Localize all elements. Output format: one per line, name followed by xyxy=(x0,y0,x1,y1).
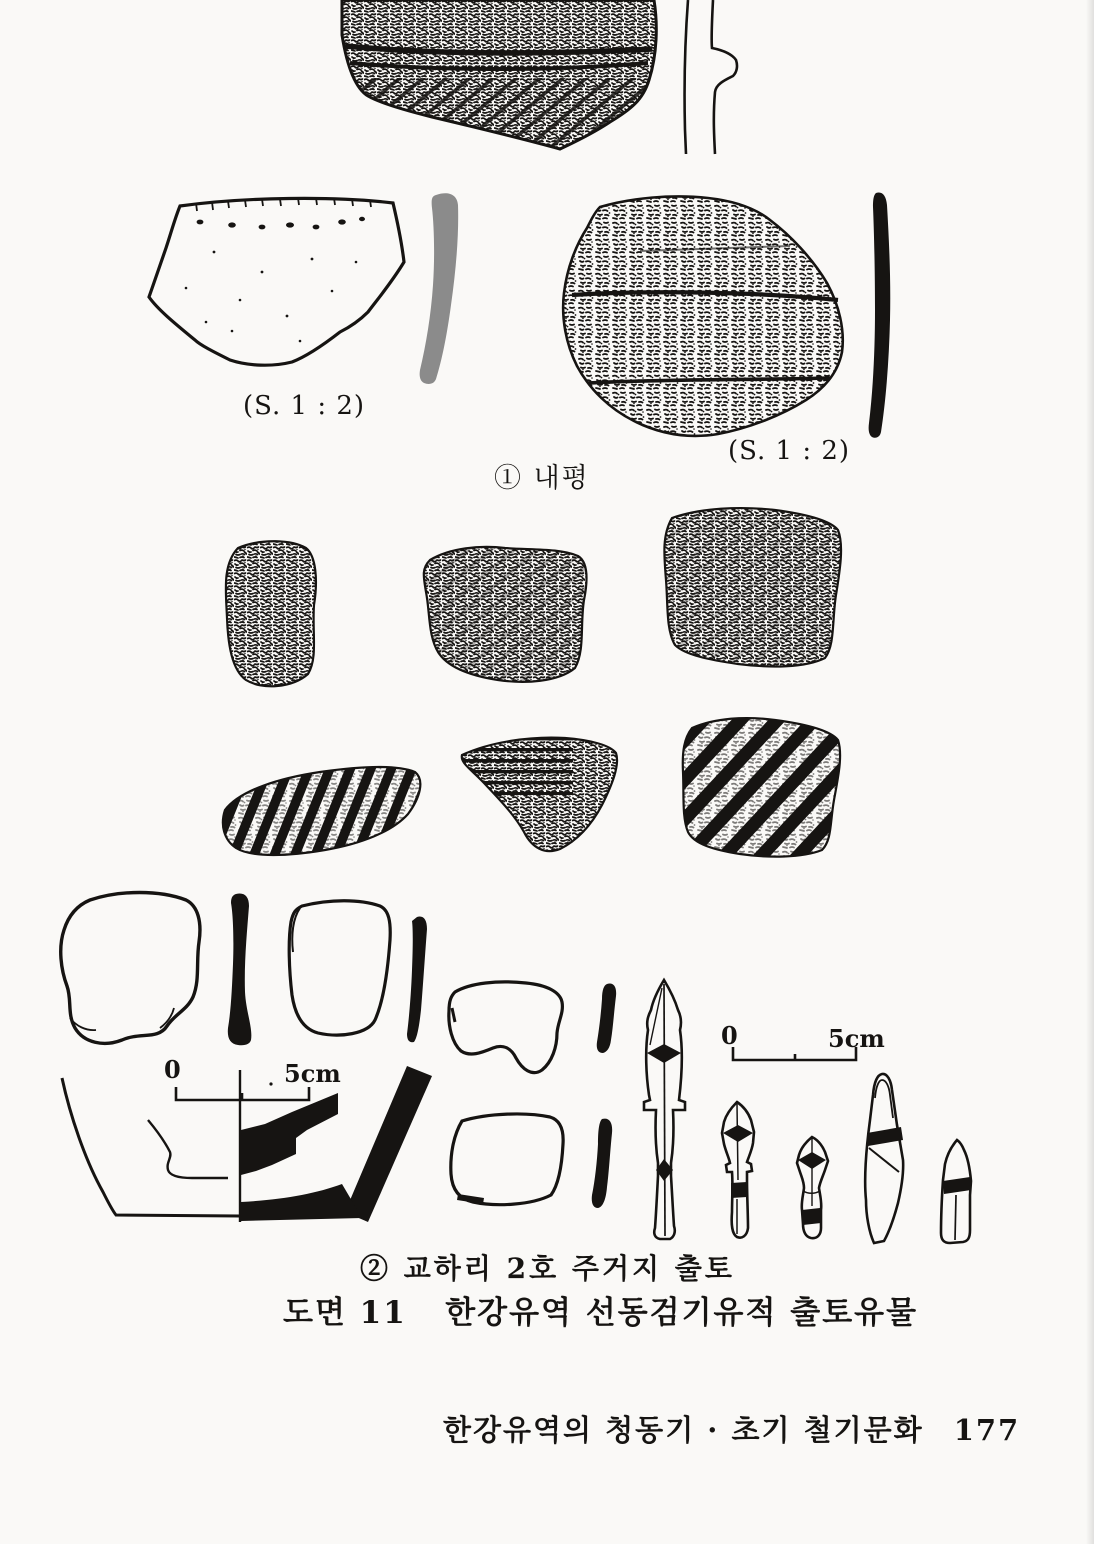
fig2-profile-b2 xyxy=(597,984,616,1054)
fig2-sherd-a1 xyxy=(61,893,200,1044)
running-title: 한강유역의 청동기 · 초기 철기문화 xyxy=(443,1413,924,1447)
fig1-plain-sherd xyxy=(149,198,404,365)
fig1-top-profile-section xyxy=(685,0,737,154)
fig2-stone-blade xyxy=(865,1074,903,1243)
fig2-scalebar-right-zero: 0 xyxy=(721,1021,738,1050)
fig2-sherd-a3 xyxy=(289,901,390,1035)
fig1-sherd-row2-left xyxy=(223,767,420,855)
fig1-top-sherd xyxy=(340,0,660,153)
fig2-profile-a2 xyxy=(228,894,252,1046)
fig1-sherd-row1-middle xyxy=(424,547,587,682)
fig1-sherd-row2-right xyxy=(683,718,840,857)
fig2-scalebar-left-zero: 0 xyxy=(164,1055,181,1084)
fig2-pot-profile xyxy=(62,1066,432,1222)
page-number: 177 xyxy=(953,1413,1021,1447)
fig1-scale-label-left: (S. 1 : 2) xyxy=(243,391,366,421)
fig2-stone-point-1 xyxy=(722,1102,754,1238)
page-footer xyxy=(443,1408,1020,1449)
fig1-sherd-row1-right xyxy=(664,508,841,666)
fig1-sherd-row2-middle xyxy=(455,733,617,851)
fig2-profile-a4 xyxy=(407,917,427,1043)
fig2-sherd-b1 xyxy=(449,982,563,1073)
fig2-profile-b4 xyxy=(592,1119,612,1208)
fig2-stone-dagger xyxy=(644,980,685,1239)
fig2-sherd-b3 xyxy=(451,1114,563,1205)
plate-caption: 도면 11 한강유역 선동검기유적 출토유물 xyxy=(283,1295,919,1331)
fig1-gray-profile-strip xyxy=(420,193,459,384)
fig1-caption: ① 내평 xyxy=(494,463,590,494)
fig2-stone-point-2 xyxy=(797,1137,828,1238)
fig1-scale-label-right: (S. 1 : 2) xyxy=(728,436,851,466)
fig2-scalebar-left xyxy=(176,1087,309,1100)
fig1-stippled-sherd xyxy=(563,196,843,435)
scan-edge-shadow xyxy=(1086,0,1094,1544)
fig1-black-profile-strip xyxy=(869,193,891,438)
fig2-scalebar-right-unit: 5cm xyxy=(828,1024,885,1053)
fig1-sherd-row1-left xyxy=(226,541,316,686)
fig2-caption: ② 교하리 2호 주거지 출토 xyxy=(360,1252,735,1285)
fig2-stone-point-3 xyxy=(941,1140,971,1243)
fig2-scalebar-left-unit: 5cm xyxy=(284,1059,341,1088)
